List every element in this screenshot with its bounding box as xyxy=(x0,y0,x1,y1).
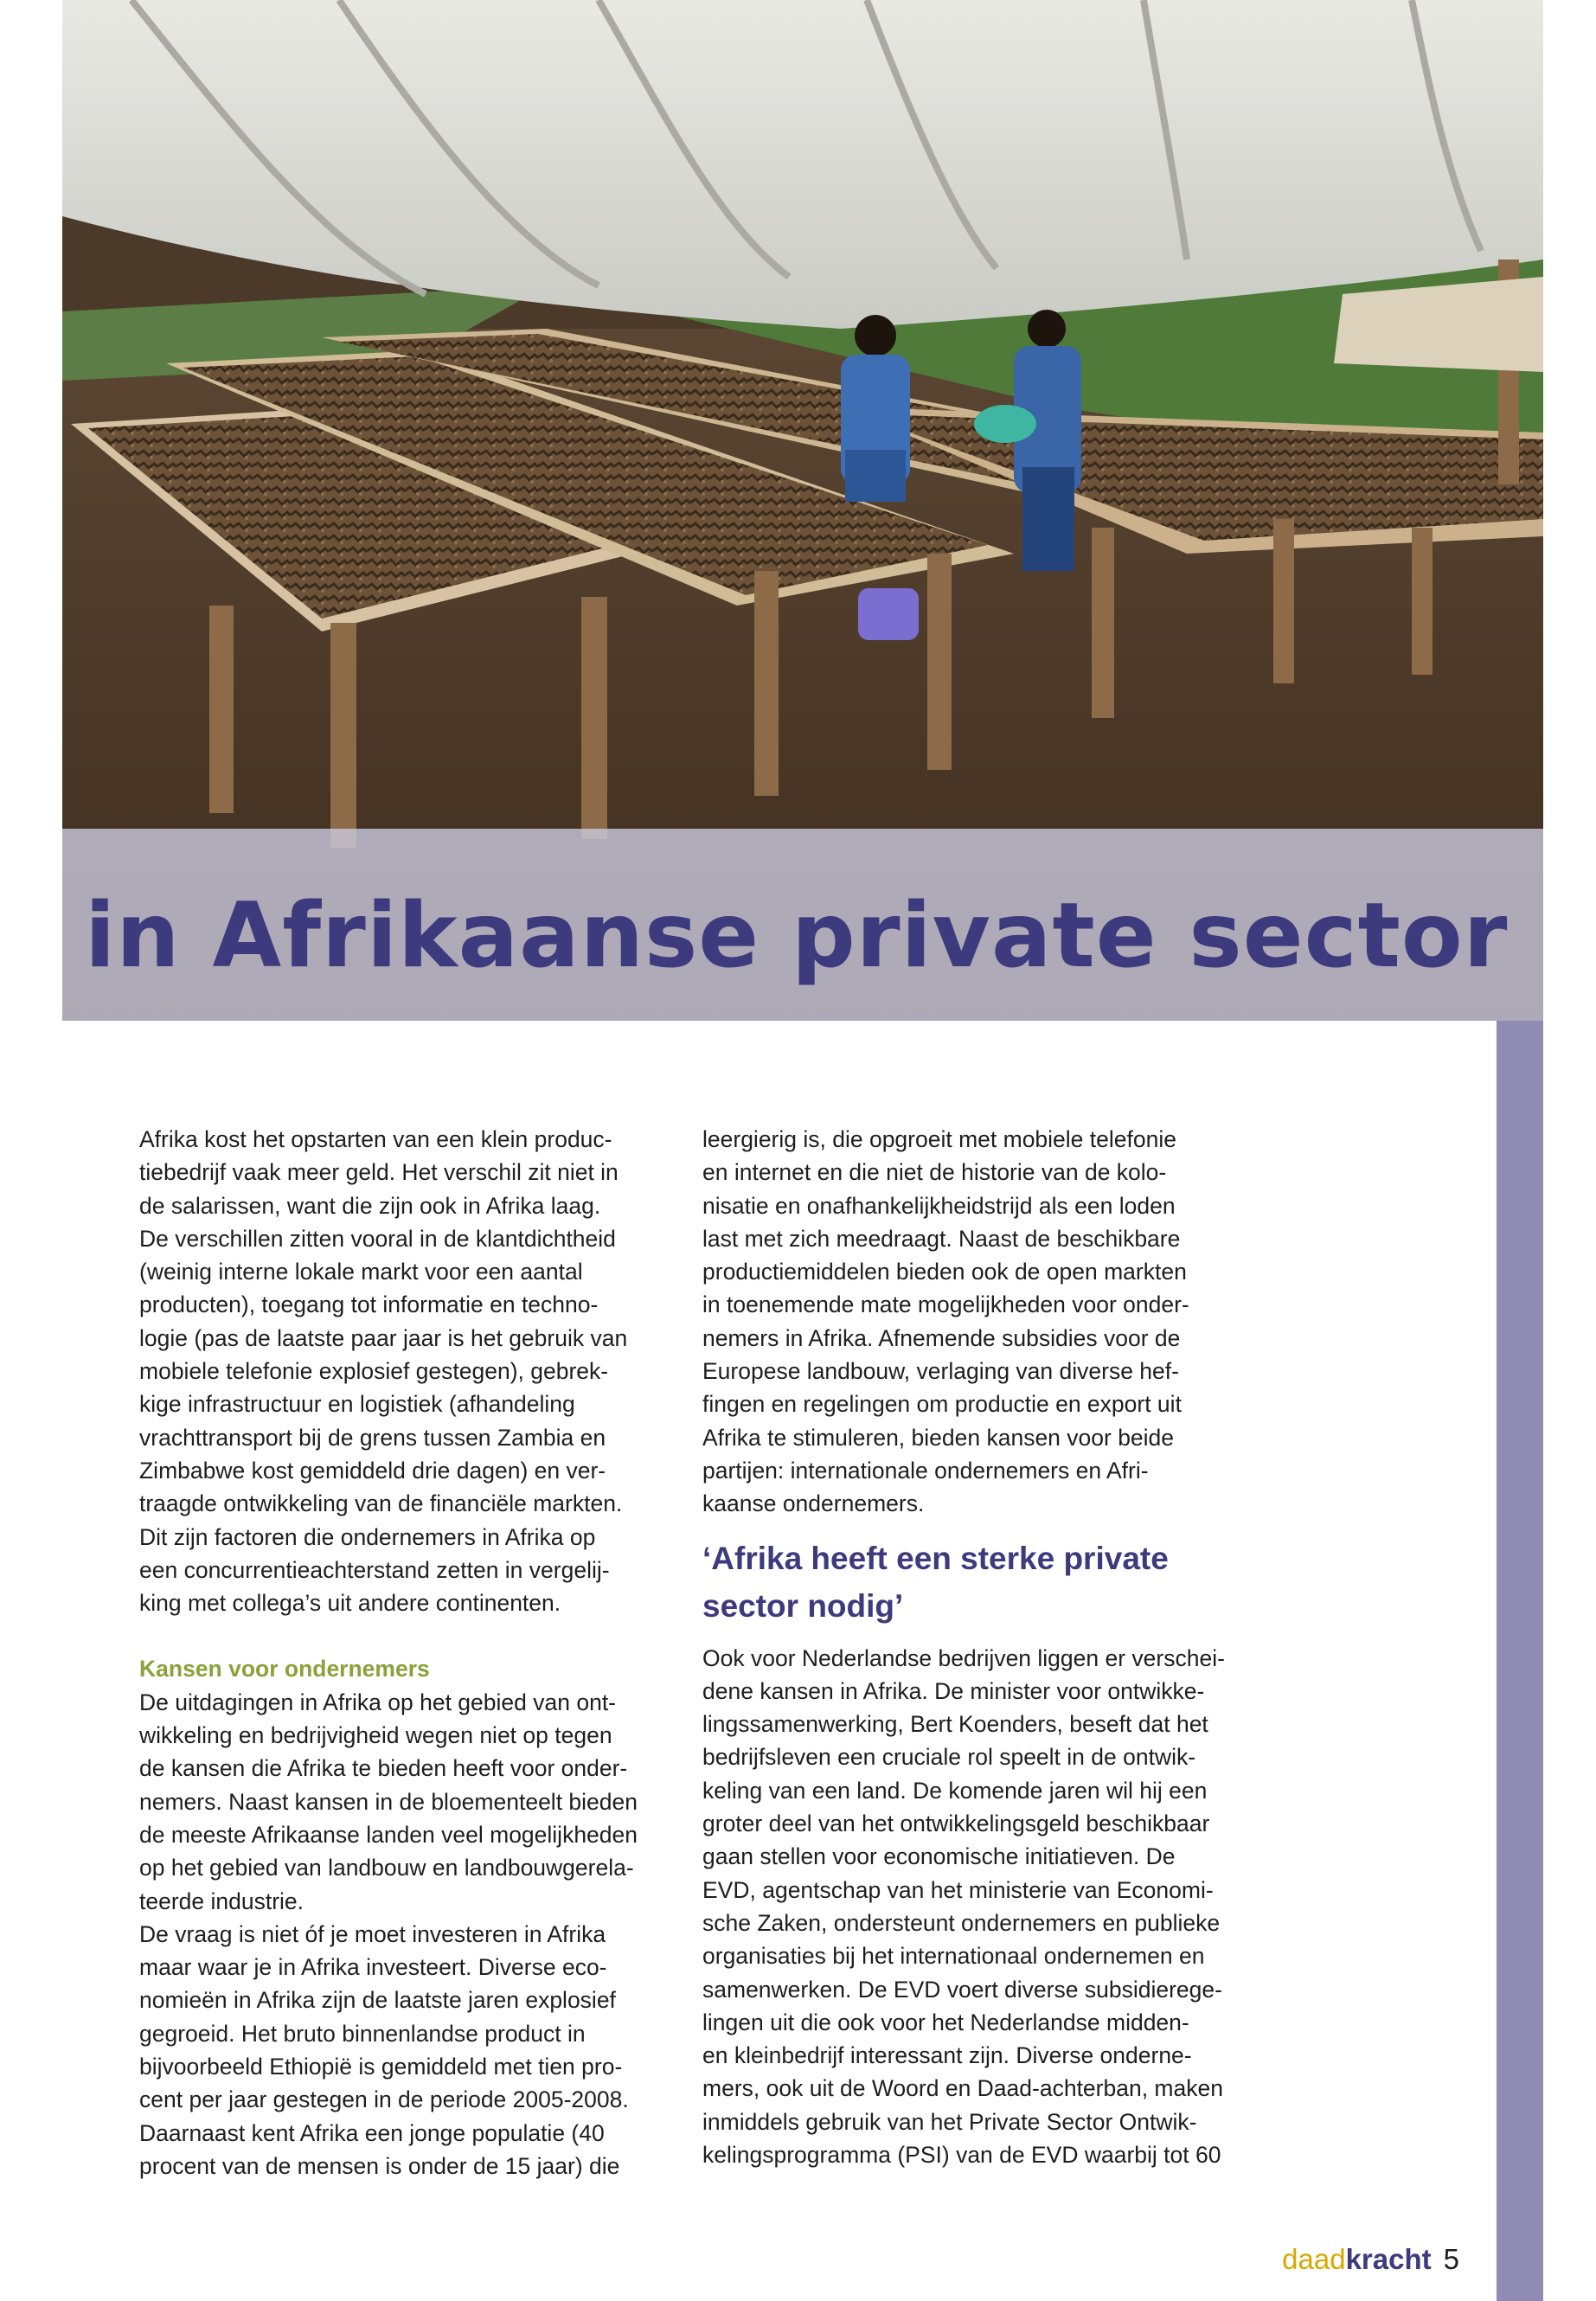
brand-kracht: kracht xyxy=(1345,2243,1432,2275)
right-column xyxy=(702,1123,1230,2171)
page-footer xyxy=(1282,2242,1459,2280)
left-paragraph-2: De uitdagingen in Afrika op het gebied van ont- wikkeling en bedrijvigheid wegen niet op tegen de kansen die Afrika te bieden heeft voor onder- nemers. Naast kansen in de bloementeelt bieden de meeste Afrikaanse landen veel mogelijkheden op het gebied van landbouw en landbouwgerela- teerde industrie. xyxy=(139,1689,638,1914)
right-paragraph-1: leergierig is, die opgroeit met mobiele telefonie en internet en die niet de historie van de kolo- nisatie en onafhankelijkheidstrijd als een loden last met zich meedraagt. Naast de beschikbare productiemiddelen bieden ook de open markten in toenemende mate mogelijkheden voor onder- nemers in Afrika. Afnemende subsidies voor de Europese landbouw, verlaging van diverse hef- fingen en regelingen om productie en export uit Afrika te stimuleren, bieden kansen voor beide partijen: internationale ondernemers en Afri- kaanse ondernemers. xyxy=(702,1126,1189,1517)
left-paragraph-3: De vraag is niet óf je moet investeren in Afrika maar waar je in Afrika investeert. Diverse eco- nomieën in Afrika zijn de laatste jaren explosief gegroeid. Het bruto binnenlandse product in bijvoorbeeld Ethiopië is gemiddeld met tien pro- cent per jaar gestegen in de periode 2005-2008. Daarnaast kent Afrika een jonge populatie (40 procent van de mensen is onder de 15 jaar) die xyxy=(139,1920,629,2179)
right-paragraph-2: Ook voor Nederlandse bedrijven liggen er verschei- dene kansen in Afrika. De minister voor ontwikke- lingssamenwerking, Bert Koenders, beseft dat het bedrijfsleven een cruciale rol speelt in de ontwik- keling van een land. De komende jaren wil hij een groter deel van het ontwikkelingsgeld beschikbaar gaan stellen voor economische initiatieven. De EVD, agentschap van het ministerie van Economi- sche Zaken, ondersteunt ondernemers en publieke organisaties bij het internationaal ondernemen en samenwerken. De EVD voert diverse subsidierege- lingen uit die ook voor het Nederlandse midden- en kleinbedrijf interessant zijn. Diverse onderne- mers, ook uit de Woord en Daad-achterban, maken inmiddels gebruik van het Private Sector Ontwik- kelingsprogramma (PSI) van de EVD waarbij tot 60 xyxy=(702,1644,1225,2169)
page-title: in Afrikaanse private sector xyxy=(85,884,1509,988)
left-paragraph-1: Afrika kost het opstarten van een klein produc- tiebedrijf vaak meer geld. Het verschil zit niet in de salarissen, want die zijn ook in Afrika laag. De verschillen zitten vooral in de klantdichtheid (weinig interne lokale markt voor een aantal producten), toegang tot informatie en techno- logie (pas de laatste paar jaar is het gebruik van mobiele telefonie explosief gestegen), gebrek- kige infrastructuur en logistiek (afhandeling vrachttransport bij de grens tussen Zambia en Zimbabwe kost gemiddeld drie dagen) en ver- traagde ontwikkeling van de financiële markten. Dit zijn factoren die ondernemers in Afrika op een concurrentieachterstand zetten in vergelij- king met collega’s uit andere continenten. xyxy=(139,1126,628,1617)
subheading-kansen: Kansen voor ondernemers xyxy=(139,1656,430,1682)
brand-daad: daad xyxy=(1282,2243,1346,2275)
page-number: 5 xyxy=(1443,2243,1459,2275)
left-column xyxy=(139,1123,667,2182)
pull-quote: ‘Afrika heeft een sterke private sector nodig’ xyxy=(702,1540,1169,1624)
side-accent-bar xyxy=(1497,1021,1543,2301)
